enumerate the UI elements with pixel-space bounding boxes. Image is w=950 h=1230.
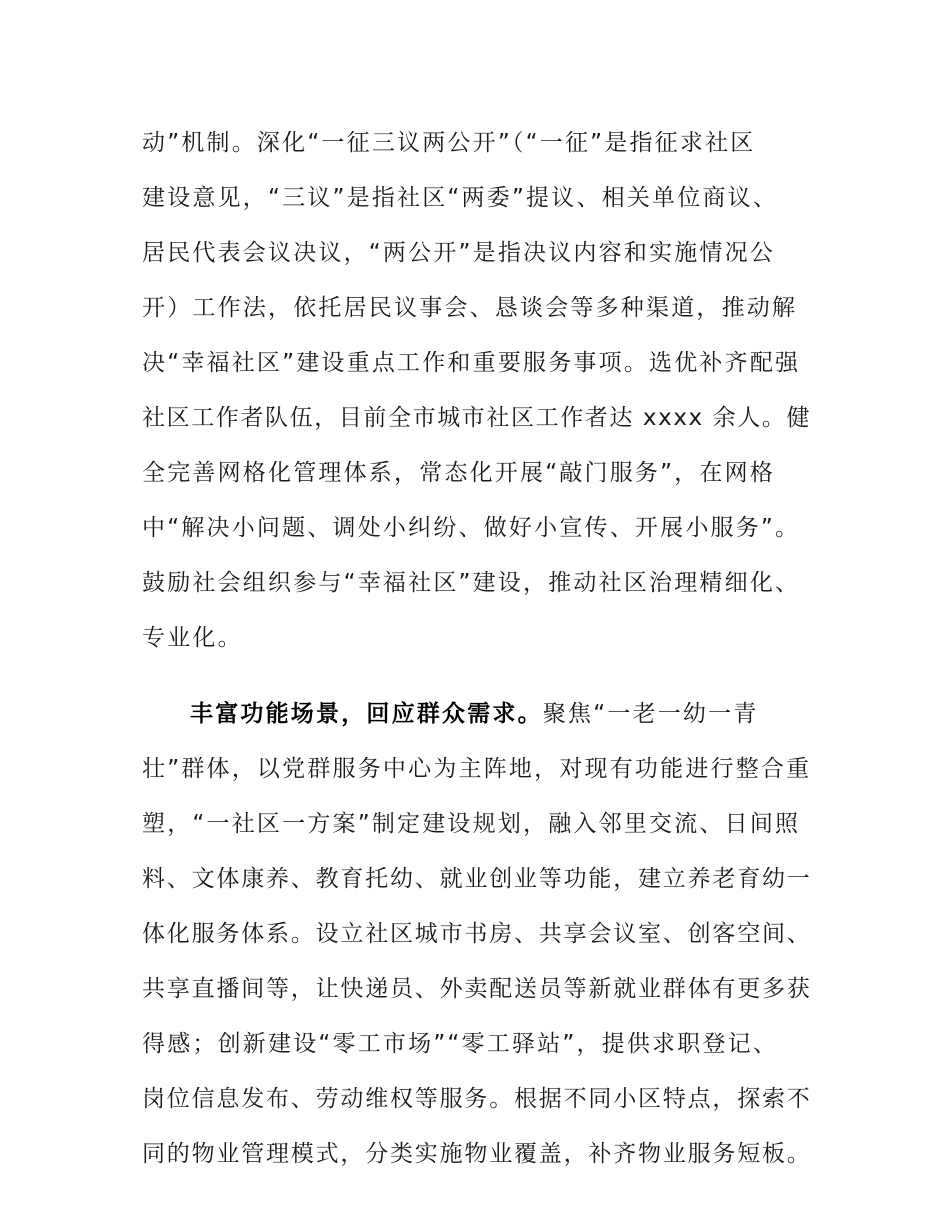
paragraph-2-heading: 丰富功能场景，回应群众需求。	[190, 701, 543, 727]
paragraph-1-line-7: 全完善网格化管理体系，常态化开展“敲门服务”，在网格	[142, 460, 776, 486]
paragraph-1-line-6: 社区工作者队伍，目前全市城市社区工作者达 xxxx 余人。健	[142, 405, 812, 431]
paragraph-2-line-6: 共享直播间等，让快递员、外卖配送员等新就业群体有更多获	[142, 976, 812, 1002]
paragraph-2-line-9: 同的物业管理模式，分类实施物业覆盖，补齐物业服务短板。	[142, 1141, 812, 1167]
paragraph-2-line-8: 岗位信息发布、劳动维权等服务。根据不同小区特点，探索不	[142, 1086, 812, 1112]
paragraph-1-line-4: 开）工作法，依托居民议事会、恳谈会等多种渠道，推动解	[142, 295, 798, 321]
paragraph-1-line-10: 专业化。	[142, 625, 243, 651]
paragraph-2-line-4: 料、文体康养、教育托幼、就业创业等功能，建立养老育幼一	[142, 866, 812, 892]
paragraph-1-line-8: 中“解决小问题、调处小纠纷、做好小宣传、开展小服务”。	[142, 515, 801, 541]
paragraph-1-line-3: 居民代表会议决议，“两公开”是指决议内容和实施情况公	[142, 240, 776, 266]
paragraph-2-line-1	[190, 694, 814, 734]
paragraph-1-line-5: 决“幸福社区”建设重点工作和重要服务事项。选优补齐配强	[142, 350, 801, 376]
paragraph-1-line-9: 鼓励社会组织参与“幸福社区”建设，推动社区治理精细化、	[142, 570, 801, 596]
paragraph-2-line-2: 壮”群体，以党群服务中心为主阵地，对现有功能进行整合重	[142, 756, 812, 782]
paragraph-2-first-line-rest: 聚焦“一老一幼一青	[542, 701, 759, 727]
paragraph-2-line-3: 塑，“一社区一方案”制定建设规划，融入邻里交流、日间照	[142, 811, 801, 837]
paragraph-1-line-1: 动”机制。深化“一征三议两公开”（“一征”是指征求社区	[142, 130, 756, 156]
paragraph-1-line-2: 建设意见，“三议”是指社区“两委”提议、相关单位商议、	[142, 185, 779, 211]
paragraph-2-line-5: 体化服务体系。设立社区城市书房、共享会议室、创客空间、	[142, 921, 812, 947]
paragraph-2-line-7: 得感；创新建设“零工市场”“零工驿站”，提供求职登记、	[142, 1031, 779, 1057]
